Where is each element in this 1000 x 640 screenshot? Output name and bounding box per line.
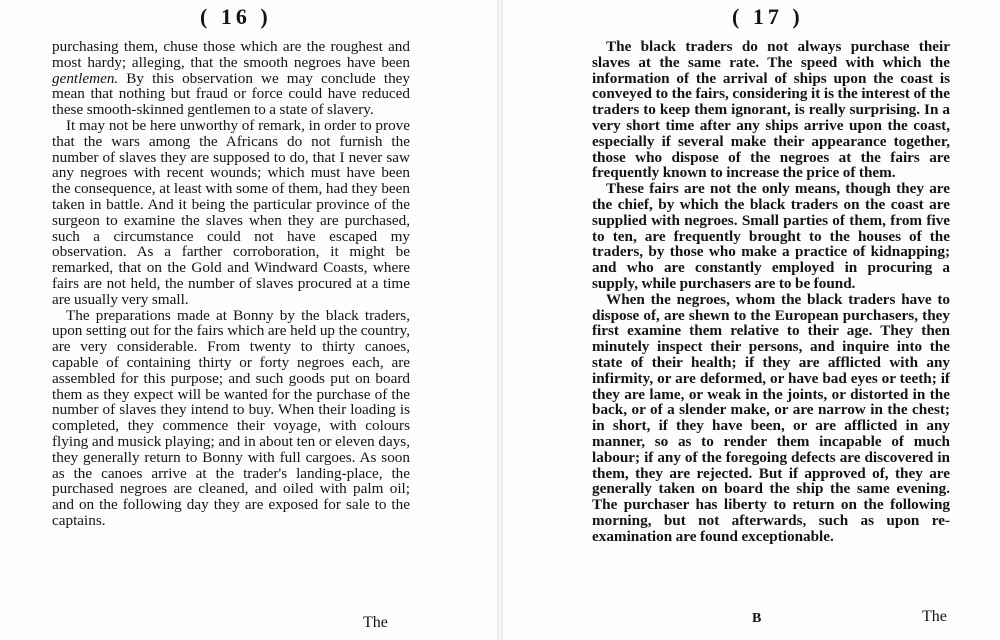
paragraph: The preparations made at Bonny by the black traders, upon setting out for the fairs which are held up the country, are very considerable. From twenty to thirty canoes, capable of containing thirty or forty negroes each, are assembled for this purpose; and such goods put on board them as they expect will be wanted for the purchase of the number of slaves they intend to buy. When their loading is completed, they commence their voyage, with colours flying and musick playing; and in about ten or eleven days, they generally return to Bonny with full cargoes. As soon as the canoes arrive at the trader's landing-place, the purchased negroes are cleaned, and oiled with palm oil; and on the following day they are exposed for sale to the captains.: [52, 306, 410, 529]
page-number: ( 16 ): [200, 4, 272, 29]
page-number: ( 17 ): [732, 4, 804, 29]
catchword: The: [363, 614, 388, 631]
italic-word: gentlemen.: [52, 69, 119, 87]
paragraph-text: By this observation we may conclude they mean that nothing but fraud or force could have reduced these smooth-skinned gentlemen to a state of slavery.: [52, 69, 410, 119]
page-body-text: [592, 39, 950, 545]
paragraph: [52, 39, 410, 118]
right-page: [500, 0, 1000, 640]
paragraph: These fairs are not the only means, though they are the chief, by which the black traders on the coast are supplied with negroes. Small parties of them, from five to ten, are frequently brought to the houses of the traders, by those who make a practice of kidnapping; and who are constantly employed in procuring a supply, while purchasers are to be found.: [592, 180, 950, 292]
signature-mark: B: [752, 611, 762, 626]
paragraph: It may not be here unworthy of remark, in order to prove that the wars among the Africans do not furnish the number of slaves they are supposed to do, that I never saw any negroes with recent wounds; which must have been the consequence, at least with some of them, had they been taken in battle. And it being the particular province of the surgeon to examine the slaves when they are purchased, such a circumstance could not have escaped my observation. As a farther corroboration, it might be remarked, that on the Gold and Windward Coasts, where fairs are not held, the number of slaves procured at a time are usually very small.: [52, 116, 410, 308]
paragraph: When the negroes, whom the black traders have to dispose of, are shewn to the European purchasers, they first examine them relative to their age. They then minutely inspect their persons, and inquire into the state of their health; if they are afflicted with any infirmity, or are deformed, or have bad eyes or teeth; if they are lame, or weak in the joints, or distorted in the back, or of a slender make, or are narrow in the chest; in short, if they have been, or are afflicted in any manner, so as to render them incapable of much labour; if any of the foregoing defects are discovered in them, they are rejected. But if approved of, they are generally taken on board the ship the same evening. The purchaser has liberty to return on the following morning, but not afterwards, such as upon re-examination are found exceptionable.: [592, 290, 950, 545]
paragraph: The black traders do not always purchase their slaves at the same rate. The speed with which the information of the arrival of ships upon the coast is conveyed to the fairs, considering it is the interest of the traders to keep them ignorant, is really surprising. In a very short time after any ships arrive upon the coast, especially if several make their appearance together, those who dispose of the negroes at the fairs are frequently known to increase the price of them.: [592, 38, 950, 182]
paragraph-text: purchasing them, chuse those which are the roughest and most hardy; alleging, that the smooth negroes have been: [52, 38, 410, 71]
page-body-text: [52, 39, 410, 529]
catchword: The: [922, 608, 947, 625]
